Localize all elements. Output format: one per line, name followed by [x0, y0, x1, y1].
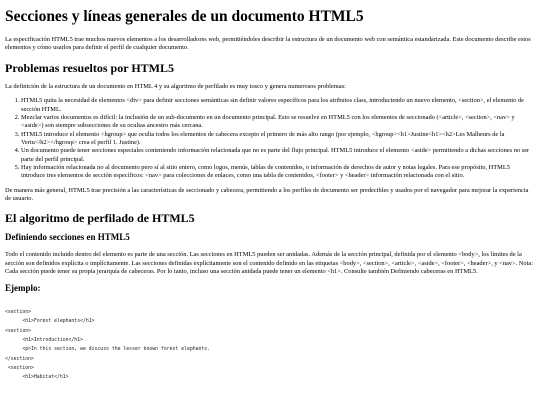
code-example	[5, 308, 535, 382]
sections-subheading: Definiendo secciones en HTML5	[5, 232, 130, 243]
list-item: 3. HTML5 introduce el elemento <hgroup> que oculta todos los elementos de cabecera excepto el primero de más alto rango (por ejemplo, <hgroup><h1>Justine<h1><h2>Les Malheurs de la Vertu</h2></hgroup> crea el perfil 1. Justine).	[21, 131, 535, 148]
list-item: 1. HTML5 quita la necesidad de elementos <div> para definir secciones semánticas sin definir valores específicos para los atributos class, introduciendo un nuevo elemento, <section>, el elemento de sección HTML.	[21, 97, 535, 114]
example-heading: Ejemplo:	[5, 283, 41, 294]
problems-list	[5, 97, 535, 180]
problems-summary: De manera más general, HTML5 trae precisión a las características de seccionado y cabecera, permitiendo a los perfiles de documento ser predecibles y usados por el navegador para mejorar la experiencia de usuario.	[5, 186, 529, 202]
problems-lead: La definición de la estructura de un documento en HTML 4 y su algoritmo de perfilado es muy tosco y genera numerosos problemas:	[5, 82, 346, 90]
code-line: <section>	[5, 328, 31, 334]
code-line: <h1>Habitat</h1>	[5, 375, 69, 381]
algorithm-heading: El algoritmo de perfilado de HTML5	[5, 211, 195, 226]
list-item: 4. Un documento puede tener secciones especiales conteniendo información relacionada que no es parte del flujo principal. HTML5 introduce el elemento <aside> permitiendo a dichas secciones no ser parte del perfil principal.	[21, 147, 535, 164]
problems-heading: Problemas resueltos por HTML5	[5, 60, 174, 75]
intro-paragraph: La especificación HTML5 trae muchos nuevos elementos a los desarrolladores web, permitiéndoles describir la estructura de un documento web con semántica estandarizada. Este documento describe estos elementos y cómo usarlos para definir el perfil de cualquier documento.	[5, 36, 531, 52]
list-item: 2. Mezclar varios documentos es difícil: la inclusión de un sub-documento en un documento principal. Esto se resuelve en HTML5 con los elementos de seccionado (<article>, <section>, <nav> y <aside>) son siempre subsecciones de su ocultas ancestro más cercana.	[21, 114, 535, 131]
page-title: Secciones y líneas generales de un documento HTML5	[5, 8, 364, 25]
code-line: <h1>Introduction</h1>	[5, 338, 83, 343]
sections-paragraph: Todo el contenido incluido dentro del elemento es parte de una sección. Las secciones en HTML5 pueden ser anidadas. Además de la sección principal, definida por el elemento <body>, los límites de la sección son definidos explícita o implícitamente. Las secciones definidas explícitamente son el contenido definido en las etiquetas <body>, <section>, <article>, <aside>, <footer>, <header>, y <nav>. Nota: Cada sección puede tener su propia jerarquía de cabeceras. Por lo tanto, incluso una sección anidada puede tener un elemento <h1>. Consulte también Definiendo cabeceras en HTML5.	[5, 251, 534, 275]
code-line: <section>	[5, 365, 34, 371]
code-line: <p>In this section, we discuss the lesser known forest elephants.	[5, 347, 211, 353]
code-line: </section>	[5, 356, 34, 362]
list-item: 5. Hay información relacionada no al documento pero sí al sitio entero, como logos, menús, tablas de contenidos, o información de derechos de autor y notas legales. Para ese propósito, HTML5 introduce tres elementos de sección específicos: <nav> para colecciones de enlaces, como una tabla de contenidos, <footer> y <header> información relacionada con el sitio.	[21, 164, 535, 181]
code-line: <h1>Forest elephants</h1>	[5, 319, 95, 325]
code-line: <section>	[5, 310, 31, 316]
